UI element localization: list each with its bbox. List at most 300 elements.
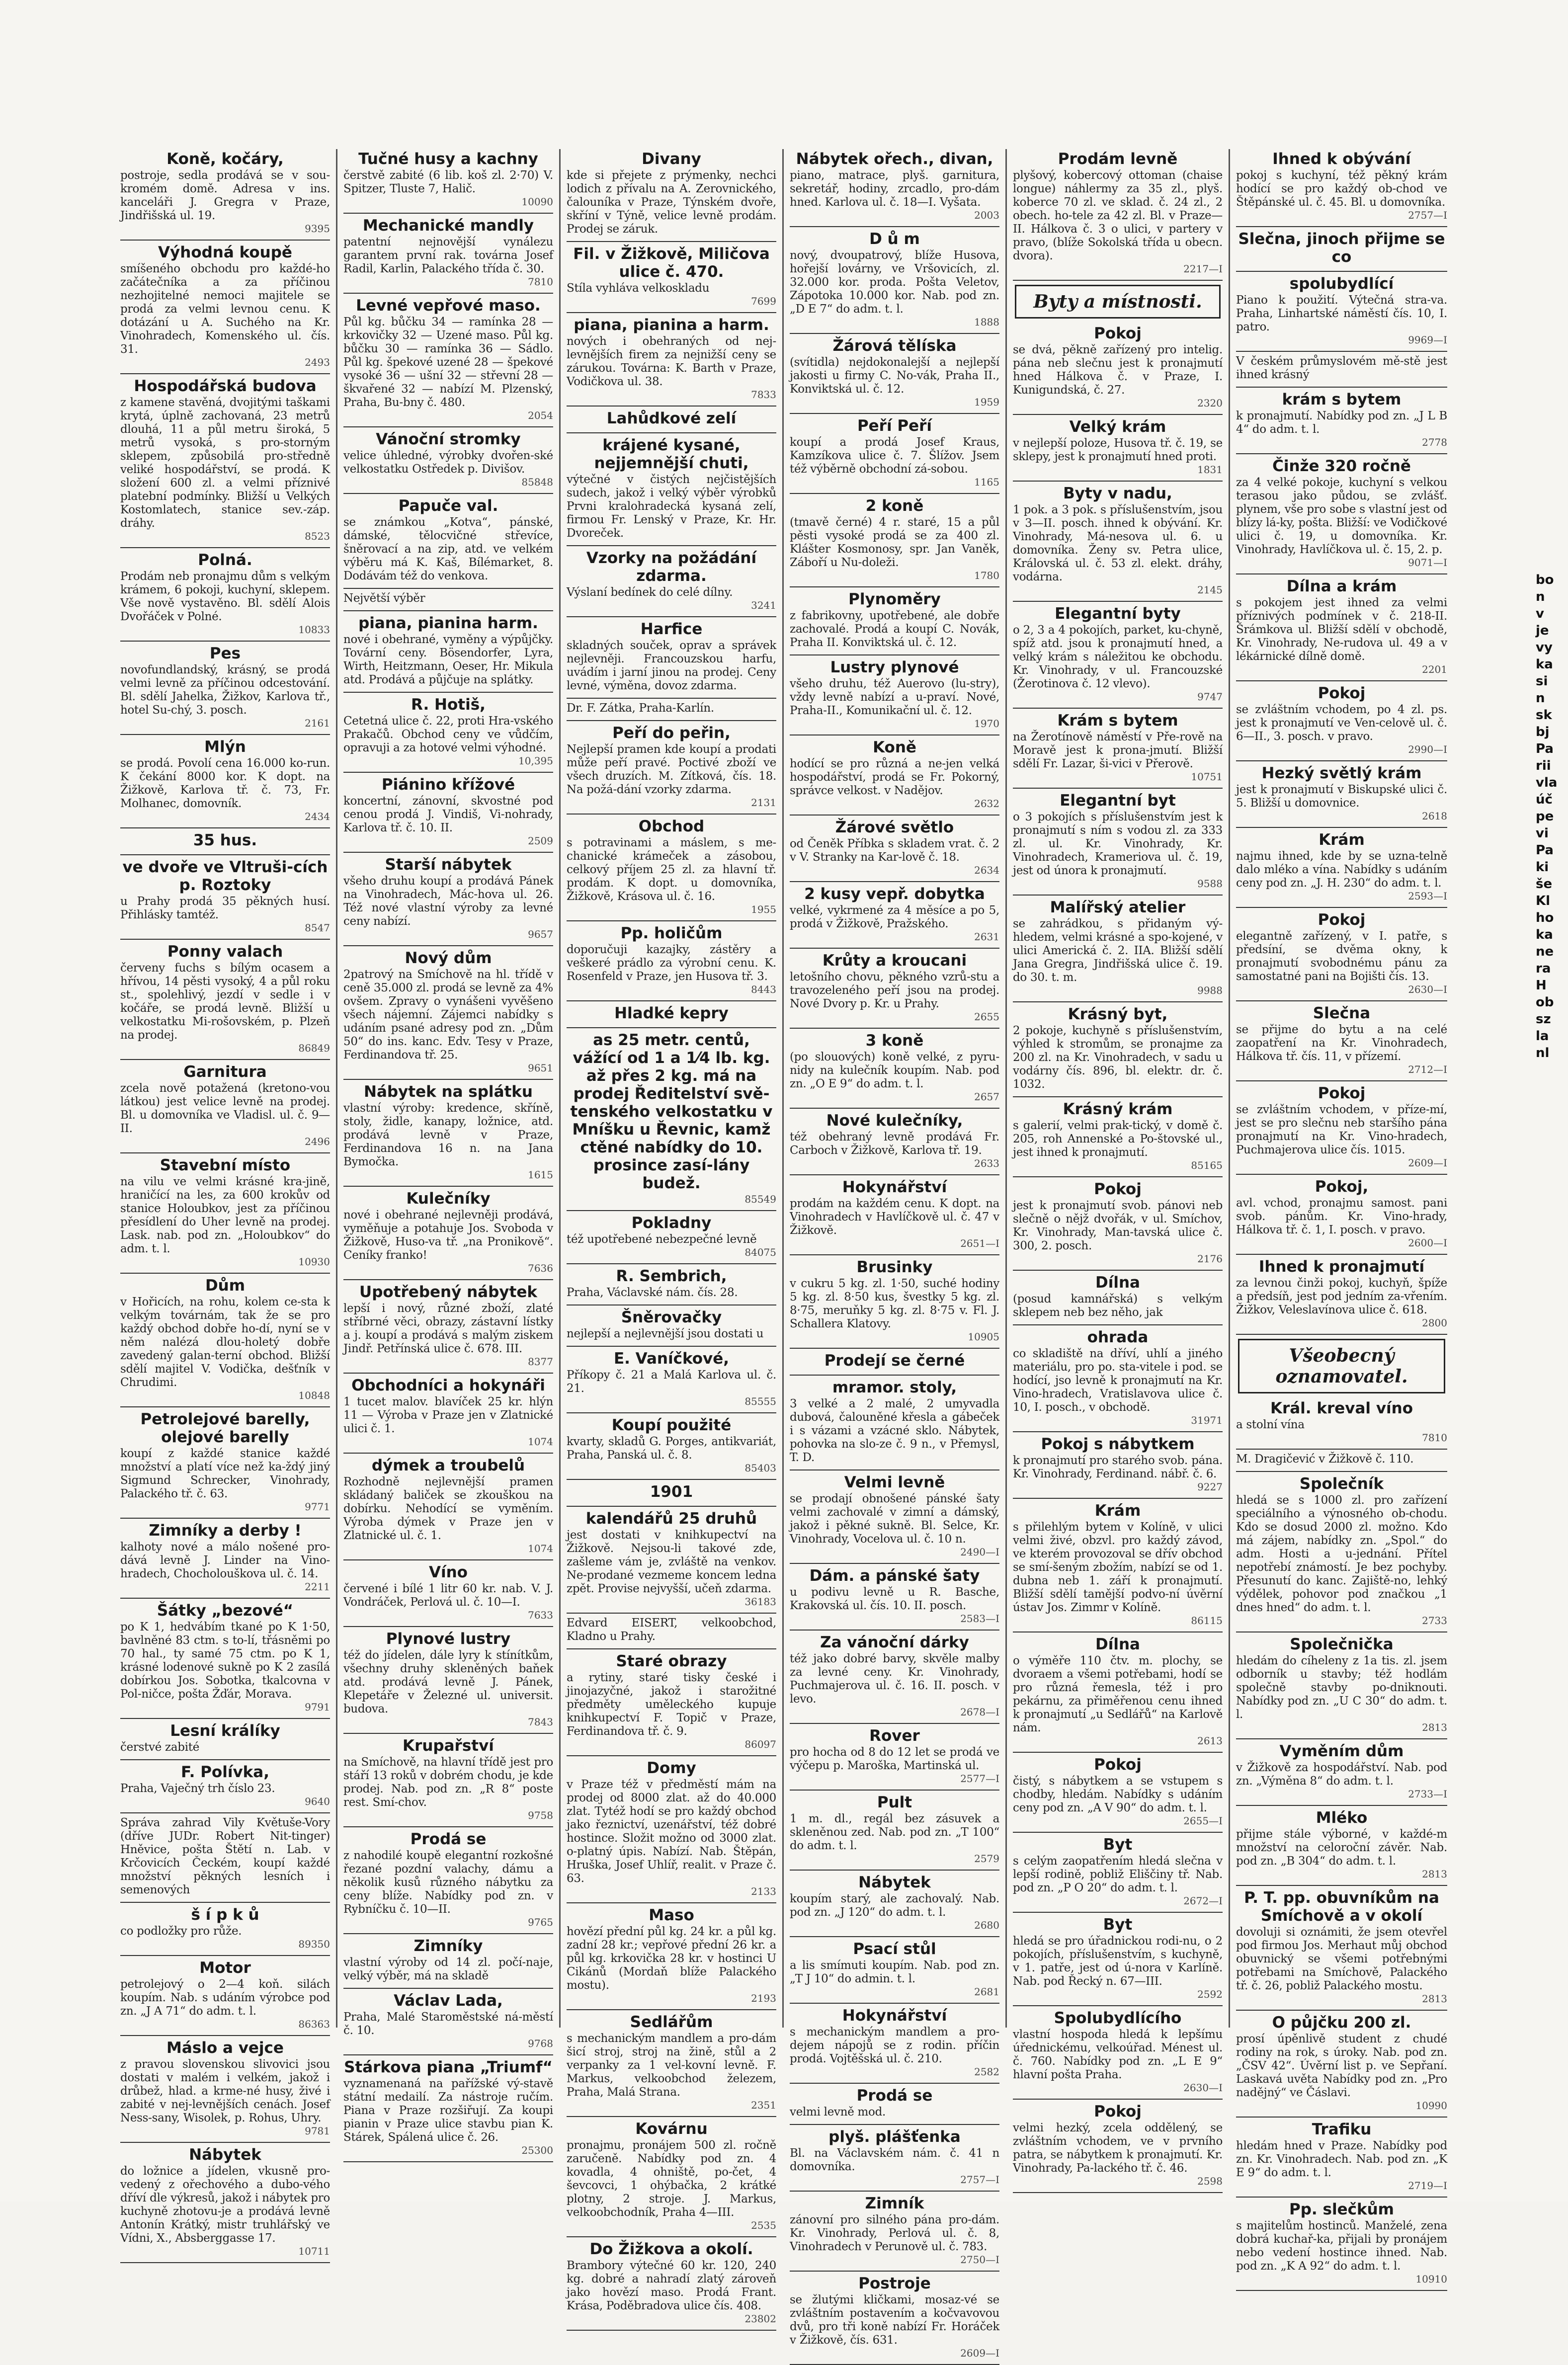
classified-ad (790, 1940, 999, 1998)
ad-body: hovězí přední půl kg. 24 kr. a půl kg. zadní 28 kr.; vepřové přední 26 kr. a půl kg. krkovička 28 kr. v hostinci U Cikánů (Mordaň blíže Palackého mostu). (567, 1925, 776, 1992)
ad-divider (1236, 1805, 1447, 1806)
ad-code: 9395 (305, 223, 330, 235)
ad-divider (1236, 1449, 1447, 1450)
ad-body: velmi hezký, zcela oddělený, se zvláštním vchodem, ve v prvního patra, se nábytkem k pronajmutí. Kr. Vinohrady, Pa-lackého tř. č. 46. (1013, 2121, 1223, 2175)
ad-code: 86097 (744, 1738, 776, 1750)
ad-title: Lesní králíky (170, 1722, 280, 1740)
ad-divider (343, 2054, 553, 2055)
classified-columns (114, 149, 1474, 2359)
ad-divider (1013, 1752, 1223, 1753)
classified-ad (1236, 2014, 1447, 2112)
ad-code: 85549 (744, 1193, 776, 1205)
ad-body: s celým zaopatřením hledá slečna v lepší rodině, pobliž Eliščiny tř. Nab. pod zn. „P O 20“ do adm. t. l. (1013, 1855, 1223, 1894)
classified-ad (790, 1633, 999, 1718)
classified-ad (790, 1874, 999, 1931)
classified-ad (567, 817, 776, 915)
classified-ad (567, 2120, 776, 2231)
classified-ad (343, 696, 553, 767)
ad-body: (svítidla) nejdokonalejší a nejlepší jakosti u firmy C. No-vák, Praha II., Konviktská ul. č. 12. (790, 356, 999, 396)
classified-ad (120, 1277, 330, 1401)
ad-title: Krůty a kroucani (822, 952, 967, 970)
ad-title: š í p k ů (191, 1906, 259, 1924)
ad-code: 9781 (305, 2125, 330, 2137)
ad-body: vyznamenaná na pařížské vý-stavě státní medailí. Za nástroje ručím. Piana v Praze rozšiřují. Za koupi pianin v Praze ulice stavbu pian K. Stárek, Spálená ulice č. 26. (343, 2077, 553, 2144)
ad-code: 85403 (744, 1462, 776, 1474)
ad-body: nejlepší a nejlevnější jsou dostati u (567, 1327, 764, 1340)
edge-fragment: n (1536, 691, 1545, 706)
ad-body: nových i obehraných od nej-levnějších firem za nejnižší ceny se zárukou. Továrna: K. Barth v Praze, Vodičkova ul. 38. (567, 335, 776, 388)
ad-body: s mechanickým mandlem a pro-dám šicí stroj, stroj na žině, stůl a 2 verpanky za 1 vel-kovní levně. F. Markus, velkoobchod železem, Praha, Malá Strana. (567, 2032, 776, 2099)
ad-code: 2217—I (1183, 263, 1223, 275)
ad-body: Rozhodně nejlevnější pramen skládaný baliček se zkouškou na dobírku. Nehodící se vyměním. Výroba dýmek v Praze jen v Zlatnické ul. č. 1. (343, 1475, 553, 1542)
ad-title: Král. kreval víno (1270, 1399, 1413, 1417)
ad-title: Stárkova piana „Triumf“ (344, 2058, 553, 2076)
ad-body: do ložnice a jídelen, vkusně pro-vedený z ořechového a dubo-vého dříví dle výkresů, jakož i nábytek pro kuchyně zhotovu-je a prodává levně Antonín Krátký, mistr truhlářský ve Vídni, X., Absberggasse 17. (120, 2165, 330, 2245)
ad-body: s potravinami a máslem, s me-chanické krámeček a zásobou, celkový příjem 25 zl. za hlavní tř. prodám. K dopt. u domovníka, Žižkově, Krásova ul. č. 16. (567, 836, 776, 903)
ad-title: 2 koně (865, 497, 924, 515)
ad-title: piana, pianina a harm. (574, 316, 769, 334)
ad-code: 2680 (974, 1919, 999, 1931)
ad-divider (343, 426, 553, 427)
classified-ad (567, 1652, 776, 1750)
ad-code: 2631 (974, 931, 999, 943)
ad-title: Brusinky (856, 1258, 933, 1276)
ad-divider (1013, 601, 1223, 602)
ad-body: postroje, sedla prodává se v sou-kromém domě. Adresa v ins. kanceláři J. Gregra v Praze, Jindřišská ul. 19. (120, 169, 330, 222)
classified-ad (790, 1178, 999, 1249)
ad-code: 10910 (1415, 2273, 1447, 2285)
ad-title: Nábytek ořech., divan, (796, 150, 993, 168)
classified-ad (790, 1112, 999, 1169)
ad-divider (567, 312, 776, 313)
ad-divider (343, 1373, 553, 1374)
ad-title: Upotřebený nábytek (359, 1283, 537, 1301)
ad-divider (790, 1028, 999, 1029)
ad-title: piana, pianina harm. (358, 614, 538, 632)
ad-title: F. Polívka, (181, 1763, 269, 1781)
ad-title: Žárová tělíska (832, 337, 957, 355)
ad-title: Pokoj, (1315, 1178, 1369, 1196)
classified-ad (567, 436, 776, 540)
classified-ad (567, 2240, 776, 2325)
classified-ad (1236, 911, 1447, 995)
classified-ad (1236, 391, 1447, 448)
ad-body: najmu ihned, kde by se uzna-telně dalo mléko a vína. Nabídky s udáním ceny pod zn. „J. H. 230“ do adm. t. l. (1236, 850, 1447, 890)
ad-divider (567, 720, 776, 721)
ad-body: s pokojem jest ihned za velmi příznivých podmínek v č. 218-II. Šrámkova ul. Bližší sdělí v obchodě, Kr. Vinohrady, Ne-rudova ul. 49 a v lékárnické dílně domě. (1236, 596, 1447, 663)
classified-ad (120, 1763, 330, 1807)
ad-title: Domy (647, 1759, 696, 1777)
ad-body: 2patrový na Smíchově na hl. třídě v ceně 35.000 zl. prodá se levně za 4% ovšem. Zpravy o vynášeni vyvěšeno všech nájemní. Zájemci nabídky s udáním psané adresy pod zn. „Dům 50“ do ins. kanc. Edv. Tesy v Praze, Ferdinandova tř. 25. (343, 968, 553, 1061)
ad-divider (567, 406, 776, 407)
ad-code: 2630—I (1183, 2082, 1223, 2094)
classified-ad (790, 2087, 999, 2119)
ad-divider (1013, 2192, 1223, 2193)
ad-title: Prodám levně (1058, 150, 1178, 168)
ad-code: 10090 (521, 196, 553, 208)
ad-divider (790, 734, 999, 735)
classified-ad (790, 1379, 999, 1465)
ad-divider (1013, 1498, 1223, 1499)
classified-ad (343, 1283, 553, 1368)
ad-title: Pokoj (1094, 1180, 1142, 1198)
ad-code: 25300 (521, 2144, 553, 2156)
edge-fragment: Kl (1536, 894, 1551, 908)
ad-divider (567, 1755, 776, 1756)
ad-title: Koně, kočáry, (166, 150, 284, 168)
ad-divider (120, 1759, 330, 1760)
ad-code: 2672—I (1183, 1895, 1223, 1907)
ad-code: 2583—I (960, 1613, 999, 1625)
ad-body: se prodají obnošené pánské šaty velmi zachovalé v zimní a dámský, jakož i pěkné sukně. Bl. Selce, Kr. Vinohrady, Vocelova ul. č. 10 n. (790, 1492, 999, 1546)
ad-title: Pokladny (631, 1214, 712, 1232)
ad-body: V českém průmyslovém mě-stě jest ihned krásný (1236, 355, 1447, 381)
ad-title: Divany (642, 150, 701, 168)
ad-title: Vzorky na požádání zdarma. (586, 549, 757, 585)
ad-title: Maso (649, 1906, 694, 1924)
ad-divider (1236, 2290, 1447, 2291)
classified-ad (790, 885, 999, 943)
ad-divider (790, 1254, 999, 1255)
ad-body: též upotřebené nebezpečné levně (567, 1233, 757, 1246)
ad-title: Krupařství (403, 1737, 494, 1755)
ad-code: 9771 (305, 1501, 330, 1513)
edge-fragment: Pa (1536, 843, 1554, 858)
edge-fragment: je (1536, 623, 1549, 638)
ad-title: Šátky „bezové“ (157, 1602, 294, 1620)
classified-ad (1013, 898, 1223, 996)
classified-ad (343, 1190, 553, 1274)
ad-divider (790, 1348, 999, 1349)
ad-code: 9791 (305, 1701, 330, 1713)
ad-code: 2813 (1422, 1721, 1447, 1733)
ad-divider (790, 1469, 999, 1470)
classified-ad (567, 316, 776, 401)
edge-fragment: nl (1536, 1046, 1550, 1060)
classified-ad (343, 949, 553, 1074)
ad-body: kalhoty nové a málo nošené pro-dává levně J. Linder na Vino-hradech, Chocholouškova ul. č. 14. (120, 1541, 330, 1580)
ad-code: 2618 (1422, 810, 1447, 822)
ad-divider (120, 1518, 330, 1519)
ad-title: Polná. (198, 551, 252, 569)
ad-body: novofundlandský, krásný, se prodá velmi levně za příčinou odcestování. Bl. sdělí Jahelka, Žižkov, Karlova tř., hotel Su-chý, 3. posch. (120, 663, 330, 717)
ad-body: s majitelům hostinců. Manželé, zena dobrá kuchař-ka, přijali by pronájem nebo vedení hostince ihned. Nab. pod zn. „K A 92“ do adm. t. l. (1236, 2219, 1447, 2273)
ad-title: Velký krám (1069, 418, 1166, 436)
classified-ad (120, 1906, 330, 1950)
ad-code: 2131 (751, 797, 776, 809)
ad-code: 9588 (1197, 878, 1223, 890)
ad-title: Nábytek na splátku (364, 1083, 533, 1101)
classified-ad (567, 1759, 776, 1897)
ad-code: 2757—I (1408, 209, 1447, 221)
classified-ad (120, 831, 330, 849)
ad-divider (1013, 1631, 1223, 1632)
ad-body: všeho druhu, též Auerovo (lu-stry), vždy levně nabízí a u-praví. Nové, Praha-II., Komunikační ul. č. 12. (790, 677, 999, 717)
classified-ad (1013, 1756, 1223, 1827)
ad-body: též jako dobré barvy, skvěle malby za levné ceny. Kr. Vinohrady, Puchmajerova ul. č. 16. II. posch. v levo. (790, 1652, 999, 1706)
ad-code: 7699 (751, 295, 776, 307)
ad-body: lepší i nový, různé zboží, zlaté stříbrné věci, obrazy, zástavní lístky a j. koupí a prodává s malým ziskem Jindř. Petřínská ulice č. 678. III. (343, 1302, 553, 1355)
classified-ad (1013, 2009, 1223, 2094)
ad-divider (790, 1723, 999, 1724)
ad-body: k pronajmutí pro starého svob. pána. Kr. Vinohrady, Ferdinand. nábř. č. 6. (1013, 1454, 1223, 1480)
ad-divider (1236, 226, 1447, 227)
ad-code: 2582 (974, 2066, 999, 2078)
ad-divider (790, 586, 999, 587)
ad-body: se prodá. Povolí cena 16.000 ko-run. K čekání 8000 kor. K dopt. na Žižkově, Karlova tř. č. 73, Fr. Molhanec, domovník. (120, 757, 330, 810)
ad-body: Největší výběr (343, 592, 425, 605)
ad-title: Slečna, jinoch přijme se co (1238, 230, 1445, 266)
classified-ad (1013, 325, 1223, 409)
ad-divider (120, 827, 330, 828)
ad-title: Výhodná koupě (158, 244, 292, 261)
ad-body: Správa zahrad Vily Květuše-Vory (dříve JUDr. Robert Nit-tinger) Hněvice, pošta Štětí n. Lab. v Krčovicích Čeckém, koupí každé množství pěkných lesních i semenových (120, 1816, 330, 1896)
classified-ad (1236, 275, 1447, 346)
classified-ad (790, 2128, 999, 2186)
ad-body: od Čeněk Příbka s skladem vrat. č. 2 v V. Stranky na Kar-lově č. 18. (790, 837, 999, 864)
ad-body: nový, dvoupatrový, blíže Husova, hořejší lovárny, ve Vršovicích, zl. 32.000 kor. proda. Pošta Veletov, Zápotoka 10.000 kor. Nab. pod zn. „D E 7“ do adm. t. l. (790, 249, 999, 316)
ad-title: mramor. stoly, (832, 1379, 957, 1396)
ad-title: krájené kysané, nejjemnější chuti, (594, 436, 749, 472)
edge-fragment: še (1536, 877, 1553, 892)
classified-ad (790, 590, 999, 650)
ad-divider (790, 2003, 999, 2004)
column-5 (1007, 149, 1230, 2187)
ad-title: Hokynářství (842, 2007, 947, 2025)
column-4 (784, 149, 1007, 2359)
ad-title: Byt (1103, 1916, 1133, 1934)
classified-ad (1236, 1084, 1447, 1169)
ad-code: 2655—I (1183, 1815, 1223, 1827)
classified-ad (120, 150, 330, 235)
classified-ad (1236, 355, 1447, 382)
ad-body: nové i obehrané nejlevněji prodává, vyměňuje a potahuje Jos. Svoboda v Žižkově, Huso-va tř. „na Pronikově“. Ceníky franko! (343, 1209, 553, 1262)
classified-ad (343, 1377, 553, 1448)
ad-code: 1074 (528, 1436, 553, 1448)
ad-title: D ů m (869, 230, 920, 248)
classified-ad (120, 551, 330, 636)
classified-ad (120, 1959, 330, 2030)
column-2 (337, 149, 561, 2156)
ad-divider (1013, 1431, 1223, 1432)
ad-body: se zahrádkou, s přidaným vý-hledem, velmi krásné a spo-kojené, v ulici Americká č. 2. IIA. Bližší sdělí Jana Gregra, Jindřišská ulice č. 19. do 30. t. m. (1013, 917, 1223, 984)
ad-divider (343, 772, 553, 773)
ad-divider (1236, 453, 1447, 454)
ad-code: 2496 (305, 1136, 330, 1147)
ad-divider (567, 698, 776, 699)
ad-code: 10848 (298, 1389, 330, 1401)
classified-ad (120, 858, 330, 934)
ad-code: 2609—I (960, 2347, 999, 2359)
ad-body: co skladiště na dříví, uhlí a jiného materiálu, pro po. sta-vitele i pod. se hodící, jso levně k pronajmutí na Kr. Vino-hradech, Vratislavova ulice č. 10, I. posch., v obchodě. (1013, 1347, 1223, 1414)
edge-fragment: H (1536, 978, 1547, 993)
ad-divider (1236, 1000, 1447, 1001)
ad-code: 10990 (1415, 2100, 1447, 2112)
ad-body: na Smíchově, na hlavní třídě jest pro stáří 13 roků v dobrém chodu, je kde prodej. Nab. pod zn. „R 8“ poste rest. Smí-chov. (343, 1756, 553, 1809)
ad-code: 2632 (974, 798, 999, 810)
classified-ad (120, 2039, 330, 2137)
ad-title: Elegantní byt (1060, 792, 1176, 810)
ad-title: Slečna (1313, 1004, 1371, 1022)
ad-title: Pokoj (1318, 911, 1366, 929)
ad-divider (120, 1273, 330, 1274)
edge-fragment: rii (1536, 758, 1551, 773)
ad-title: Dílna (1095, 1635, 1140, 1653)
ad-divider (790, 1790, 999, 1791)
ad-body: kvarty, skladů G. Porges, antikvariát, Praha, Panská ul. č. 8. (567, 1435, 776, 1462)
ad-title: Hokynářství (842, 1178, 947, 1196)
ad-body: po K 1, hedvábím tkané po K 1·50, bavlněné 83 ctm. s to-lí, třásněmi po 70 hal., ty samé 75 ctm. po K 1, krásné lodenové sukně po K 2 zasílá dobírkou Jos. Sobotka, tkalcovna v Pol-ničce, pošta Žďár, Morava. (120, 1621, 330, 1701)
ad-body: velice úhledné, výrobky dvořen-ské velkostatku Ostředek p. Divišov. (343, 449, 553, 476)
ad-divider (1013, 2099, 1223, 2100)
ad-divider (1236, 1174, 1447, 1175)
ad-body: (tmavě černé) 4 r. staré, 15 a půl pěsti vysoké prodá se za 400 zl. Klášter Kosmonosy, spr. Jan Vaněk, Záboří u Nu-doleži. (790, 516, 999, 569)
ad-body: z kamene stavěná, dvojitými taškami krytá, úplně zachovaná, 23 metrů dlouhá, 11 a půl metru široká, 5 metrů vysoká, s pro-storným sklepem, způsobilá pro-středně veliké hospodářství, se prodá. K složení 600 zl. a velmi příznivé platební podmínky. Bližší u Velkých Kostomlatech, stanice sev.-záp. dráhy. (120, 396, 330, 530)
ad-divider (790, 413, 999, 414)
classified-ad (1013, 418, 1223, 476)
ad-divider (120, 2262, 330, 2263)
classified-ad (1013, 1502, 1223, 1627)
ad-divider (1013, 280, 1223, 281)
ad-body: Piano k použití. Výtečná stra-va. Praha, Linhartské náměstí čís. 10, I. patro. (1236, 294, 1447, 333)
ad-body: 1 m. dl., regál bez zásuvek a skleněnou zed. Nab. pod zn. „T 100“ do adm. t. l. (790, 1812, 999, 1852)
ad-divider (790, 226, 999, 227)
ad-body: v Žižkově za hospodářství. Nab. pod zn. „Výměna 8“ do adm. t. l. (1236, 1761, 1447, 1788)
edge-fragment: ne (1536, 944, 1554, 959)
ad-body: za levnou činži pokoj, kuchyň, špíže a předsíň, jest pod jedním za-vřením. Žižkov, Veleslavínova ulice č. 618. (1236, 1277, 1447, 1316)
ad-divider (1013, 481, 1223, 482)
edge-fragment: vla (1536, 775, 1558, 790)
ad-title: Sedlářům (630, 2013, 713, 2031)
classified-ad (120, 645, 330, 729)
ad-code: 1959 (974, 396, 999, 408)
classified-ad (343, 1830, 553, 1928)
ad-code: 10930 (298, 1256, 330, 1268)
ad-title: Fil. v Žižkově, Miličova ulice č. 470. (573, 245, 770, 281)
ad-code: 2509 (528, 835, 553, 847)
ad-body: Edvard EISERT, velkoobchod, Kladno u Prahy. (567, 1617, 776, 1643)
ad-code: 2320 (1197, 397, 1223, 409)
classified-ad (567, 549, 776, 611)
ad-body: nové i obehrané, vyměny a výpůjčky. Tovární ceny. Bösendorfer, Lyra, Wirth, Heitzmann, Oeser, Hr. Mikula atd. Prodává a půjčuje na splátky. (343, 633, 553, 686)
ad-divider (120, 1718, 330, 1719)
ad-code: 9640 (305, 1795, 330, 1807)
classified-ad (1236, 230, 1447, 266)
ad-title: Plynoměry (848, 590, 941, 608)
classified-ad (567, 2013, 776, 2111)
classified-ad (1236, 577, 1447, 675)
ad-title: Nábytek (858, 1874, 931, 1891)
ad-divider (343, 1559, 553, 1560)
ad-divider (120, 1902, 330, 1903)
ad-divider (1236, 573, 1447, 574)
ad-code: 2600—I (1408, 1237, 1447, 1249)
ad-body: vlastní výroby od 14 zl. počí-naje, velký výběr, má na skladě (343, 1956, 553, 1982)
ad-title: Trafiku (1312, 2120, 1372, 2138)
classified-ad (790, 497, 999, 581)
ad-title: Pes (209, 645, 241, 662)
ad-title: Psací stůl (853, 1940, 936, 1958)
ad-divider (567, 545, 776, 546)
ad-divider (343, 588, 553, 589)
ad-body: (po slouových) koně velké, z pyru-nidy na kulečník koupím. Nab. pod zn. „O E 9“ do adm. t. l. (790, 1051, 999, 1090)
ad-title: Zimníky (413, 1937, 483, 1955)
ad-divider (1013, 1176, 1223, 1177)
ad-code: 84075 (744, 1246, 776, 1258)
ad-divider (567, 1027, 776, 1028)
ad-title: Peří Peří (857, 417, 932, 435)
classified-ad (790, 1473, 999, 1558)
classified-ad (343, 1083, 553, 1181)
ad-code: 1165 (974, 476, 999, 488)
ad-body: v Hořicích, na rohu, kolem ce-sta k velkým továrnám, tak že se pro každý obchod dobře ho-dí, nyní se v něm nalézá dlou-holetý dobře zavedený galan-terní obchod. Bližší sdělí majitel V. Vodička, dešťník v Chrudimi. (120, 1296, 330, 1389)
ad-title: krám s bytem (1282, 391, 1402, 408)
ad-code: 2609—I (1408, 1157, 1447, 1169)
classified-ad (1236, 1258, 1447, 1329)
ad-divider (343, 2161, 553, 2162)
classified-ad (120, 738, 330, 822)
section-heading: Byty a místnosti. (1015, 285, 1221, 319)
classified-ad (343, 430, 553, 488)
ad-title: Prodejí se černé (824, 1352, 965, 1370)
classified-ad (790, 658, 999, 730)
ad-body: doporučuji kazajky, zástěry a veškeré prádlo za výrobní cenu. K. Rosenfeld v Praze, jen Husova tř. 3. (567, 943, 776, 983)
ad-title: Krásný byt, (1068, 1005, 1168, 1023)
edge-fragment: Pa (1536, 741, 1554, 756)
ad-body: velmi levně mod. (790, 2106, 886, 2119)
ad-title: Zimník (865, 2195, 924, 2212)
ad-body: zcela nově potažená (kretono-vou látkou) jest velice levně na prodej. Bl. u domovníka ve Vladisl. ul. č. 9—II. (120, 1082, 330, 1135)
classified-ad (343, 2058, 553, 2156)
classified-ad (567, 1031, 776, 1205)
classified-ad (1013, 1836, 1223, 1907)
ad-divider (1236, 1738, 1447, 1739)
classified-ad (567, 1416, 776, 1474)
ad-divider (1013, 708, 1223, 709)
edge-fragment: bj (1536, 725, 1550, 739)
ad-divider (120, 1598, 330, 1599)
ad-body: M. Dragičević v Žižkově č. 110. (1236, 1453, 1414, 1466)
ad-code: 1780 (974, 570, 999, 581)
ad-divider (1013, 1324, 1223, 1325)
classified-ad (567, 620, 776, 693)
ad-divider (120, 1406, 330, 1407)
ad-body: koupím starý, ale zachovalý. Nab. pod zn. „J 120“ do adm. t. l. (790, 1892, 999, 1919)
ad-title: Velmi levně (844, 1473, 945, 1491)
ad-code: 2145 (1197, 584, 1223, 596)
ad-code: 2633 (974, 1157, 999, 1169)
ad-body: a stolní vína (1236, 1418, 1305, 1431)
ad-title: Zimníky a derby ! (149, 1522, 302, 1540)
ad-body: též obehraný levně prodává Fr. Carboch v Žižkově, Karlova tř. 19. (790, 1131, 999, 1157)
ad-code: 2351 (751, 2099, 776, 2111)
edge-fragment: vy (1536, 640, 1553, 655)
ad-divider (567, 1412, 776, 1413)
ad-code: 9071—I (1408, 557, 1447, 569)
ad-title: Nábytek (189, 2146, 261, 2164)
classified-ad (567, 409, 776, 427)
ad-title: Hladké kepry (614, 1004, 729, 1022)
ad-code: 9969—I (1408, 334, 1447, 346)
ad-body: patentní nejnovější vynálezu garantem první rak. továrna Josef Radil, Karlin, Palackého třída č. 30. (343, 236, 553, 275)
classified-ad (790, 2195, 999, 2266)
ad-code: 2990—I (1408, 743, 1447, 755)
ad-body: dovoluji si oznámiti, že jsem otevřel pod firmou Jos. Merhaut můj obchod obuvnický se všemi potřebnými potřebami na Smíchově, Palackého tř. č. 26, pobliž Palackého mostu. (1236, 1926, 1447, 1992)
classified-ad (567, 1004, 776, 1022)
ad-divider (1013, 414, 1223, 415)
ad-divider (1236, 1471, 1447, 1472)
ad-title: Obchod (638, 817, 705, 835)
